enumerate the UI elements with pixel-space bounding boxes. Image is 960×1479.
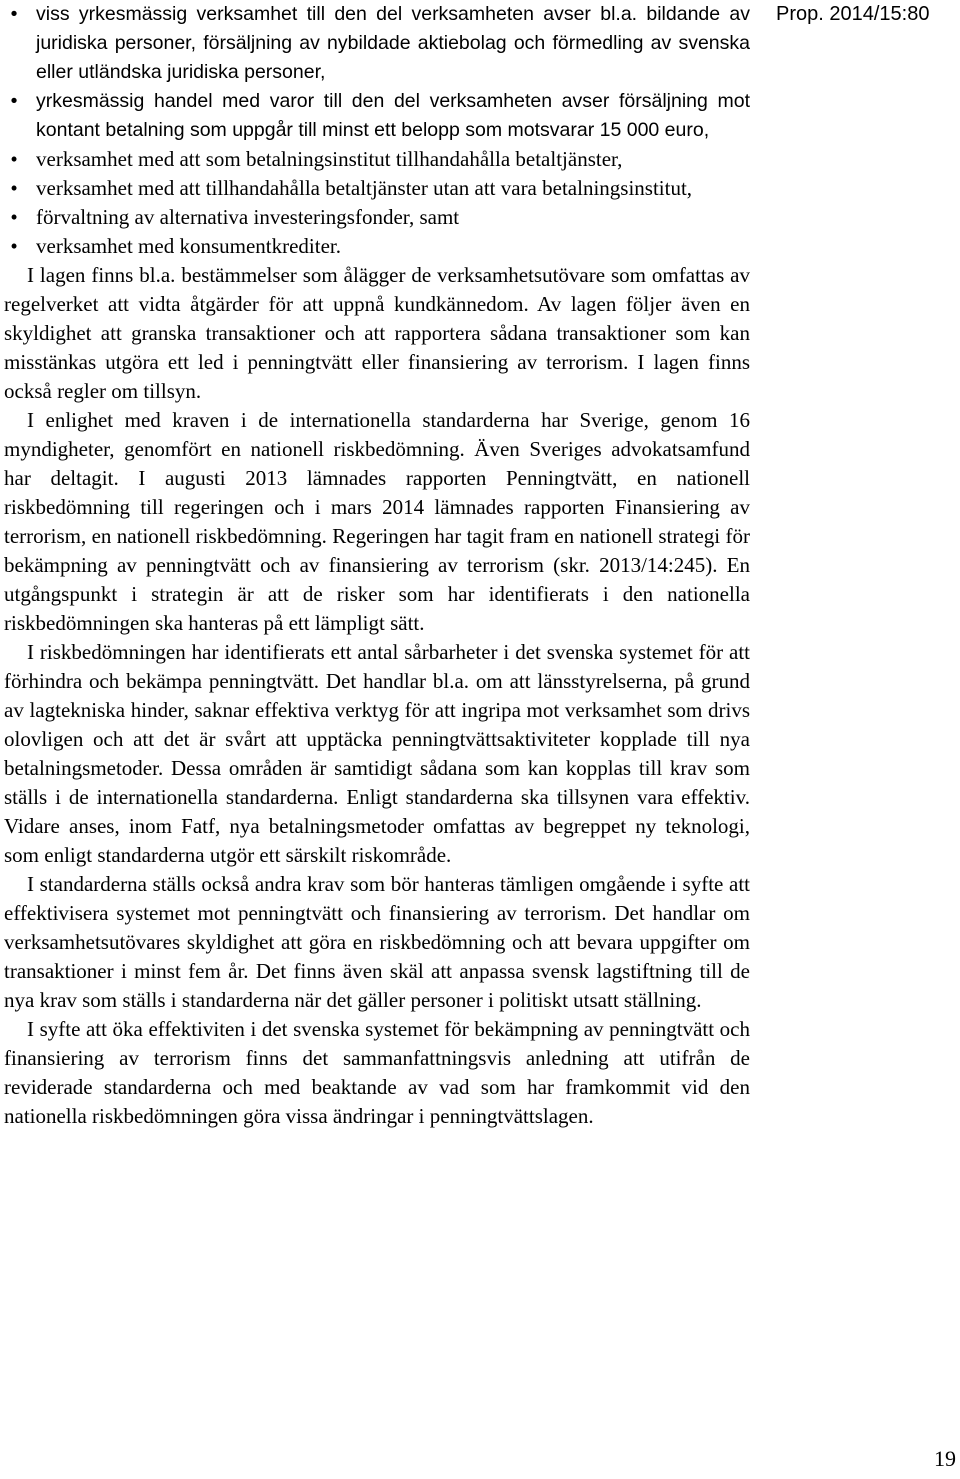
list-item-text: förvaltning av alternativa investeringsfonder, samt	[36, 205, 460, 229]
bullet-list	[4, 0, 750, 261]
list-item	[4, 203, 750, 232]
list-item	[4, 87, 750, 145]
proposition-reference: Prop. 2014/15:80	[776, 3, 930, 25]
list-item-text: viss yrkesmässig verksamhet till den del verksamheten avser bl.a. bildande av juridiska personer, försäljning av nybildade aktiebolag och förmedling av svenska eller utländska juridiska personer,	[36, 3, 750, 83]
list-item	[4, 232, 750, 261]
list-item-text: yrkesmässig handel med varor till den del verksamheten avser försäljning mot kontant betalning som uppgår till minst ett belopp som motsvarar 15 000 euro,	[36, 90, 750, 141]
bullet-icon: •	[10, 176, 18, 200]
paragraph-standarder: I standarderna ställs också andra krav som bör hanteras tämligen omgående i syfte att effektivisera systemet mot penningtvätt och finansiering av terrorism. Det handlar om verksamhetsutövares skyldighet att göra en riskbedömning och att bevara uppgifter om transaktioner i minst fem år. Det finns även skäl att anpassa svensk lagstiftning till de nya krav som ställs i standarderna när det gäller personer i politiskt utsatt ställning.	[4, 872, 750, 1012]
bullet-icon: •	[10, 234, 18, 258]
paragraph-riskbedomning: I enlighet med kraven i de internationella standarderna har Sverige, genom 16 myndigheter, genomfört en nationell riskbedömning. Även Sveriges advokatsamfund har deltagit. I augusti 2013 lämnades rapporten Penningtvätt, en nationell riskbedömning till regeringen och i mars 2014 lämnades rapporten Finansiering av terrorism, en nationell riskbedömning. Regeringen har tagit fram en nationell strategi för bekämpning av penningtvätt och av finansiering av terrorism (skr. 2013/14:245). En utgångspunkt i strategin är att de risker som har identifierats i den nationella riskbedömningen ska hanteras på ett lämpligt sätt.	[4, 408, 750, 635]
list-item-text: verksamhet med att tillhandahålla betaltjänster utan att vara betalningsinstitut,	[36, 176, 693, 200]
page-body	[4, 0, 750, 1131]
bullet-icon: •	[10, 147, 18, 171]
bullet-icon: •	[10, 205, 18, 229]
list-item	[4, 174, 750, 203]
list-item	[4, 145, 750, 174]
list-item	[4, 0, 750, 87]
paragraph-slutsats: I syfte att öka effektiviten i det svenska systemet för bekämpning av penningtvätt och finansiering av terrorism finns det sammanfattningsvis anledning att utifrån de reviderade standarderna och med beaktande av vad som har framkommit vid den nationella riskbedömningen göra vissa ändringar i penningtvättslagen.	[4, 1017, 750, 1128]
paragraph-sarbarheter: I riskbedömningen har identifierats ett antal sårbarheter i det svenska systemet för att förhindra och bekämpa penningtvätt. Det handlar bl.a. om att länsstyrelserna, på grund av lagtekniska hinder, saknar effektiva verktyg för att ingripa mot verksamhet som drivs olovligen och att det är svårt att upptäcka penningtvättsaktiviteter kopplade till nya betalningsmetoder. Dessa områden är samtidigt sådana som kan kopplas till krav som ställs i de internationella standarderna. Enligt standarderna ska tillsynen vara effektiv. Vidare anses, inom Fatf, nya betalningsmetoder omfattas av begreppet ny teknologi, som enligt standarderna utgör ett särskilt riskområde.	[4, 640, 750, 867]
bullet-icon: •	[10, 3, 18, 25]
paragraph-kundkannedom: I lagen finns bl.a. bestämmelser som ålägger de verksamhetsutövare som omfattas av regelverket att vidta åtgärder för att uppnå kundkännedom. Av lagen följer även en skyldighet att granska transaktioner och att rapportera sådana transaktioner som kan misstänkas utgöra ett led i penningtvätt eller finansiering av terrorism. I lagen finns också regler om tillsyn.	[4, 263, 750, 403]
bullet-icon: •	[10, 90, 18, 112]
list-item-text: verksamhet med att som betalningsinstitut tillhandahålla betaltjänster,	[36, 147, 623, 171]
page-number: 19	[934, 1446, 956, 1471]
list-item-text: verksamhet med konsumentkrediter.	[36, 234, 342, 258]
